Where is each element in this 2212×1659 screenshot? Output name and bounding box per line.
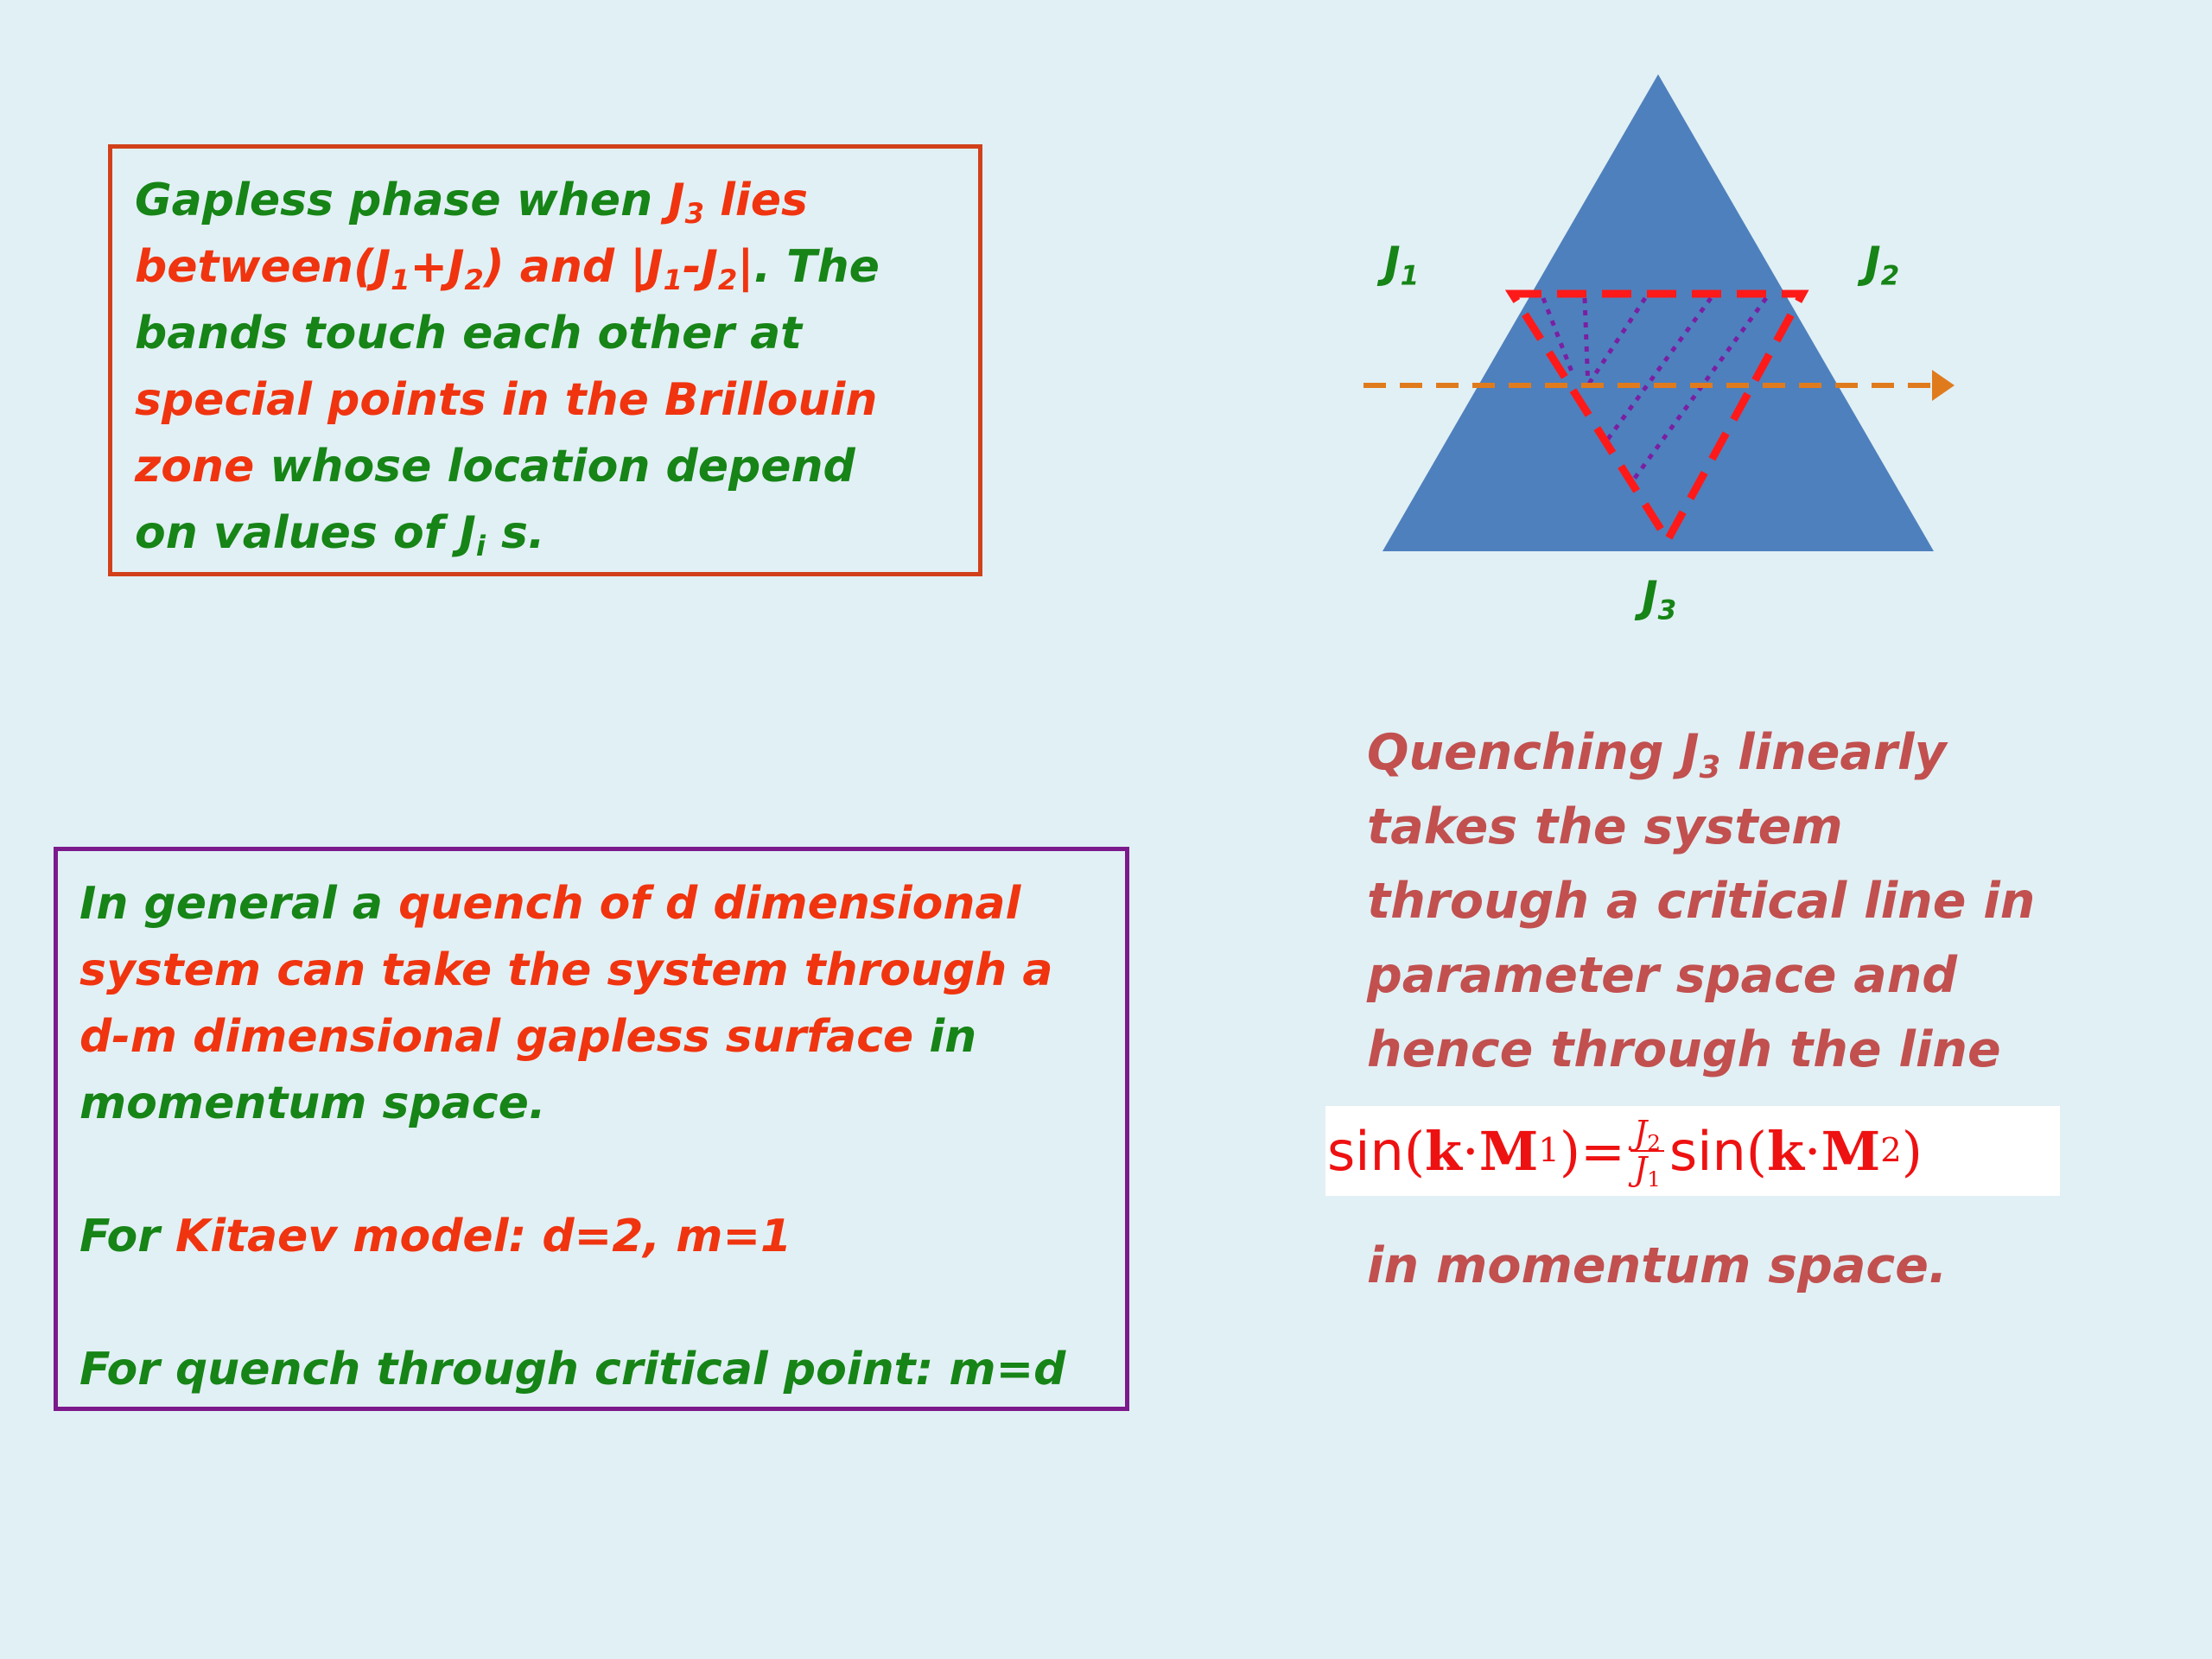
text-run: -J bbox=[682, 241, 718, 293]
subscript: 1 bbox=[663, 264, 683, 297]
subscript: 1 bbox=[391, 264, 410, 297]
text-run: takes the system bbox=[1367, 798, 1843, 855]
text-run: | bbox=[737, 241, 754, 293]
quench-arrow-head bbox=[1932, 370, 1955, 401]
text-line bbox=[1367, 715, 2035, 790]
text-line bbox=[1367, 864, 2035, 938]
text-run: bands touch each other at bbox=[135, 308, 803, 359]
ratio-fraction: $\frac{J_2}{J_1}$ bbox=[1630, 1116, 1664, 1186]
text-run: parameter space and bbox=[1367, 947, 1958, 1004]
text-run: zone bbox=[135, 441, 255, 493]
momentum-space-text: in momentum space. bbox=[1367, 1237, 1948, 1294]
text-run: hence through the line bbox=[1367, 1021, 2001, 1078]
text-run: quench of d dimensional bbox=[398, 878, 1021, 930]
text-run: on values of J bbox=[135, 507, 476, 559]
label-j1: $J_1$ bbox=[1384, 238, 1420, 292]
text-run: between(J bbox=[135, 241, 391, 293]
subscript: 2 bbox=[717, 264, 738, 297]
text-run: +J bbox=[410, 241, 465, 293]
parameter-triangle bbox=[1382, 74, 1934, 551]
text-run: whose location depend bbox=[254, 441, 855, 493]
label-j2: $J_2$ bbox=[1865, 238, 1900, 292]
text-run: For bbox=[79, 1211, 175, 1262]
text-run: Gapless phase when bbox=[135, 175, 669, 226]
critical-line-formula: sin ( k · M 1 ) = $\frac{J_2}{J_1}$ sin ( k · M 2 ) bbox=[1325, 1106, 2060, 1196]
subscript: i bbox=[475, 530, 486, 563]
text-run: lies bbox=[704, 175, 808, 226]
text-line bbox=[1367, 938, 2035, 1013]
text-run: J bbox=[668, 175, 685, 226]
text-run: Quenching J bbox=[1367, 724, 1700, 781]
text-run: through a critical line in bbox=[1367, 873, 2036, 930]
text-run: ) and |J bbox=[483, 241, 664, 293]
text-run: in bbox=[929, 1011, 977, 1063]
text-run: special points in the Brillouin bbox=[135, 374, 878, 426]
label-j3: $J_3$ bbox=[1642, 572, 1677, 626]
text-run: d-m dimensional gapless surface bbox=[79, 1011, 930, 1063]
text-run: system can take the system through a bbox=[79, 944, 1053, 996]
subscript: 2 bbox=[464, 264, 484, 297]
text-run: momentum space. bbox=[79, 1077, 546, 1129]
text-run: linearly bbox=[1720, 724, 1947, 781]
text-run: s. bbox=[485, 507, 545, 559]
text-run: . The bbox=[753, 241, 880, 293]
text-run: Kitaev model: d=2, m=1 bbox=[175, 1211, 792, 1262]
subscript: 3 bbox=[1699, 749, 1721, 785]
text-run: In general a bbox=[79, 878, 399, 930]
text-line bbox=[1367, 790, 2035, 864]
quench-description bbox=[1367, 715, 2035, 1087]
subscript: 3 bbox=[684, 197, 704, 231]
text-run: For quench through critical point: m=d bbox=[79, 1344, 1066, 1395]
text-line bbox=[1367, 1013, 2035, 1087]
